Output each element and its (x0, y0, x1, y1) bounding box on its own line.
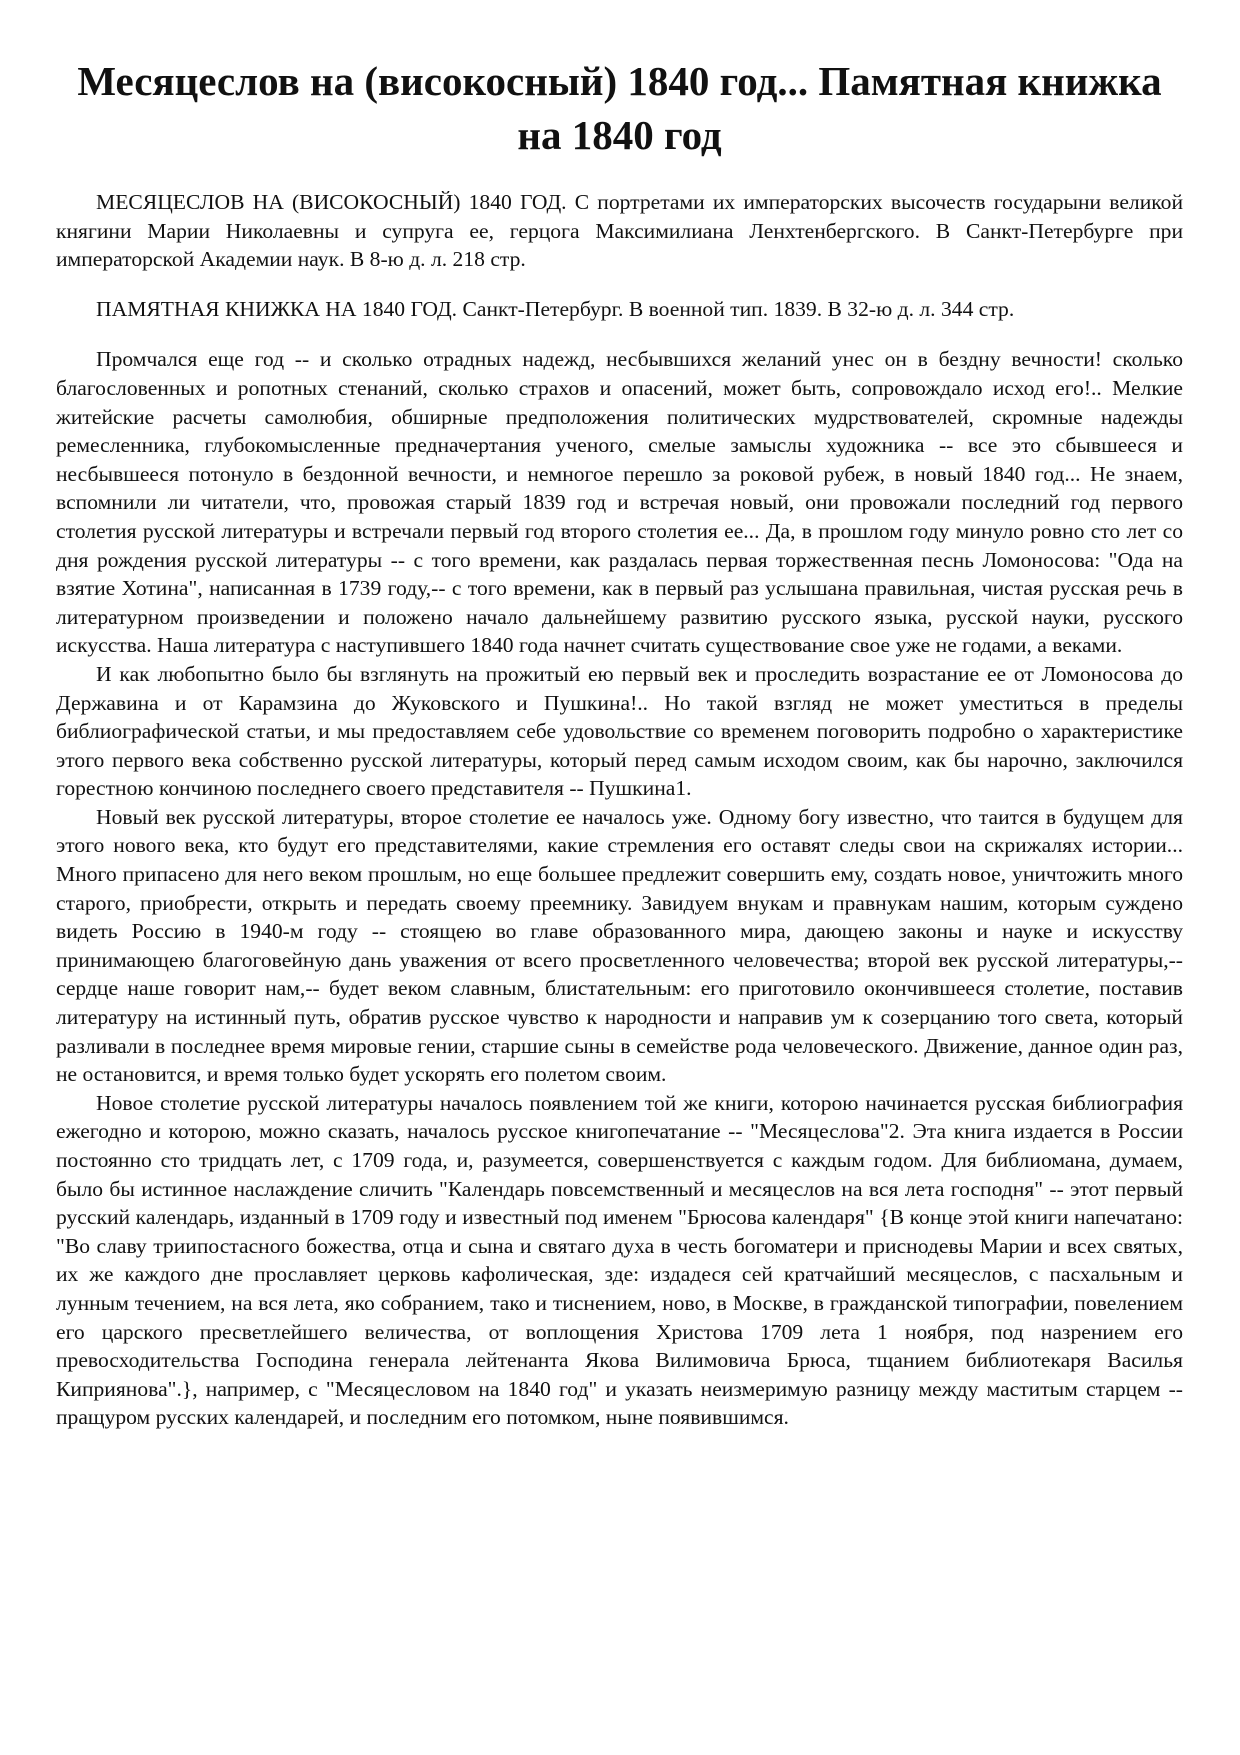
body-paragraph: Промчался еще год -- и сколько отрадных надежд, несбывшихся желаний унес он в бездну вечности! сколько благословенных и ропотных стенаний, сколько страхов и опасений, может быть, сопровождало исход его!.. Мелкие житейские расчеты самолюбия, обширные предположения политических мудрствователей, скромные надежды ремесленника, глубокомысленные предначертания ученого, смелые замыслы художника -- все это сбывшееся и несбывшееся потонуло в бездонной вечности, и немногое перешло за роковой рубеж, в новый 1840 год... Не знаем, вспомнили ли читатели, что, провожая старый 1839 год и встречая новый, они провожали последний год первого столетия русской литературы и встречали первый год второго столетия ее... Да, в прошлом году минуло ровно сто лет со дня рождения русской литературы -- с того времени, как раздалась первая торжественная песнь Ломоносова: "Ода на взятие Хотина", написанная в 1739 году,-- с того времени, как в первый раз услышана правильная, чистая русская речь в литературном произведении и положено начало дальнейшему развитию русского языка, русской науки, русского искусства. Наша литература с наступившего 1840 года начнет считать существование свое уже не годами, а веками. (56, 347, 1183, 658)
bibliographic-entry-mesyatseslov (56, 188, 1183, 274)
intro-paragraph: ПАМЯТНАЯ КНИЖКА НА 1840 ГОД. Санкт-Петербург. В военной тип. 1839. В 32-ю д. л. 344 стр. (96, 296, 1015, 321)
bibliographic-entry-pamyatnaya-knizhka (56, 295, 1183, 324)
intro-paragraph: МЕСЯЦЕСЛОВ НА (ВИСОКОСНЫЙ) 1840 ГОД. С портретами их императорских высочеств государыни великой княгини Марии Николаевны и супруга ее, герцога Максимилиана Ленхтенбергского. В Санкт-Петербурге при императорской Академии наук. В 8-ю д. л. 218 стр. (56, 190, 1183, 272)
body-paragraph: Новое столетие русской литературы началось появлением той же книги, которою начинается русская библиография ежегодно и которою, можно сказать, началось русское книгопечатание -- "Месяцеслова"2. Эта книга издается в России постоянно сто тридцать лет, с 1709 года, и, разумеется, совершенствуется с каждым годом. Для библиомана, думаем, было бы истинное наслаждение сличить "Календарь повсемственный и месяцеслов на вся лета господня" -- этот первый русский календарь, изданный в 1709 году и известный под именем "Брюсова календаря" {В конце этой книги напечатано: "Во славу триипостасного божества, отца и сына и святаго духа в честь богоматери и приснодевы Марии и всех святых, их же каждого дне прославляет церковь кафолическая, зде: издадеся сей кратчайший месяцеслов, с пасхальным и лунным течением, на вся лета, яко собранием, тако и тиснением, ново, в Москве, в гражданской типографии, повелением его царского пресветлейшего величества, от воплощения Христова 1709 лета 1 ноября, под назрением его превосходительства Господина генерала лейтенанта Якова Вилимовича Брюса, тщанием библиотекаря Василья Киприянова".}, например, с "Месяцесловом на 1840 год" и указать неизмеримую разницу между маститым старцем -- пращуром русских календарей, и последним его потомком, ныне появившимся. (56, 1090, 1183, 1430)
body-paragraph: И как любопытно было бы взглянуть на прожитый ею первый век и проследить возрастание ее от Ломоносова до Державина и от Карамзина до Жуковского и Пушкина!.. Но такой взгляд не может уместиться в пределы библиографической статьи, и мы предоставляем себе удовольствие со временем поговорить подробно о характеристике этого первого века собственно русской литературы, который перед самым исходом своим, как бы нарочно, заключился горестною кончиною последнего своего представителя -- Пушкина1. (56, 661, 1183, 801)
document-title: Месяцеслов на (високосный) 1840 год... Памятная книжка на 1840 год (77, 58, 1162, 158)
document-page (56, 54, 1183, 1432)
article-body (56, 345, 1183, 1432)
body-paragraph: Новый век русской литературы, второе столетие ее началось уже. Одному богу известно, что таится в будущем для этого нового века, кто будут его представителями, какие стремления его оставят следы свои на скрижалях истории... Много припасено для него веком прошлым, но еще большее предлежит совершить ему, создать новое, уничтожить много старого, приобрести, открыть и передать своему преемнику. Завидуем внукам и правнукам нашим, которым суждено видеть Россию в 1940-м году -- стоящею во главе образованного мира, дающею законы и науке и искусству принимающею благоговейную дань уважения от всего просветленного человечества; второй век русской литературы,-- сердце наше говорит нам,-- будет веком славным, блистательным: его приготовило окончившееся столетие, поставив литературу на истинный путь, обратив русское чувство к народности и направив ум к созерцанию того света, который разливали в последнее время мировые гении, старшие сыны в семействе рода человеческого. Движение, данное один раз, не остановится, и время только будет ускорять его полетом своим. (56, 804, 1183, 1087)
